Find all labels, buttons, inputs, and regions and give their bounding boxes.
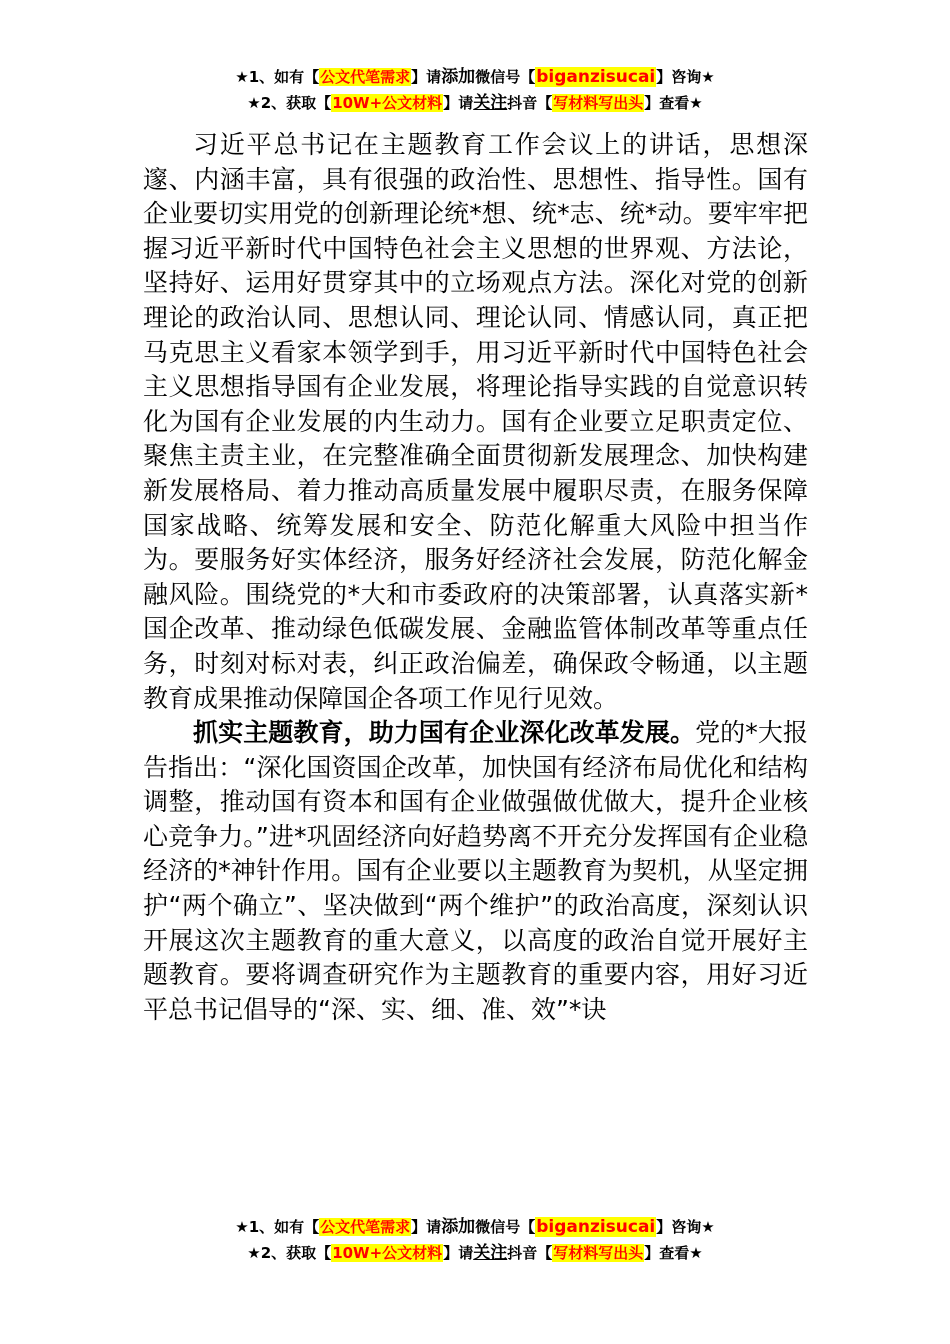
banner-highlight: biganzisucai: [536, 67, 656, 87]
banner-text: 微信号【: [475, 1218, 536, 1236]
banner-highlight: 公文代笔需求: [320, 68, 411, 86]
banner-line-1: [0, 1214, 950, 1240]
banner-text: 】查看★: [644, 94, 703, 112]
footer-banner: [0, 1214, 950, 1266]
banner-highlight: 10W+公文材料: [332, 94, 443, 112]
banner-text: 抖音【: [507, 94, 553, 112]
banner-line-1: [0, 64, 950, 90]
banner-highlight: 写材料写出头: [553, 94, 644, 112]
banner-emphasis: 关注: [473, 93, 508, 113]
paragraph-lead: 抓实主题教育，助力国有企业深化改革发展。: [193, 718, 696, 748]
banner-highlight: 写材料写出头: [553, 1244, 644, 1262]
paragraph-text: 党的*大报告指出：“深化国资国企改革，加快国有经济布局优化和结构调整，推动国有资本和国有企业做强做优做大，提升企业核心竞争力。”进*巩固经济向好趋势离不开充分发挥国有企业稳经济的*神针作用。国有企业要以主题教育为契机，从坚定拥护“两个确立”、坚决做到“两个维护”的政治高度，深刻认识开展这次主题教育的重大意义，以高度的政治自觉开展好主题教育。要将调查研究作为主题教育的重要内容，用好习近平总书记倡导的“深、实、细、准、效”*诀: [143, 718, 808, 1024]
banner-emphasis: 关注: [473, 1243, 508, 1263]
banner-text: 抖音【: [507, 1244, 553, 1262]
banner-emphasis: 添加: [441, 1217, 476, 1237]
banner-line-2: [0, 1240, 950, 1266]
paragraph-1: [143, 128, 808, 716]
banner-highlight: 公文代笔需求: [320, 1218, 411, 1236]
banner-text: 】请: [443, 1244, 474, 1262]
paragraph-2: [143, 716, 808, 1027]
banner-text: 】咨询★: [656, 1218, 715, 1236]
header-banner: [0, 64, 950, 116]
banner-text: ★2、获取【: [247, 94, 332, 112]
banner-text: ★1、如有【: [235, 1218, 320, 1236]
banner-emphasis: 添加: [441, 67, 476, 87]
banner-text: 】咨询★: [656, 68, 715, 86]
banner-highlight: 10W+公文材料: [332, 1244, 443, 1262]
banner-text: ★1、如有【: [235, 68, 320, 86]
banner-text: 】查看★: [644, 1244, 703, 1262]
banner-text: 微信号【: [475, 68, 536, 86]
paragraph-text: 习近平总书记在主题教育工作会议上的讲话，思想深邃、内涵丰富，具有很强的政治性、思想性、指导性。国有企业要切实用党的创新理论统*想、统*志、统*动。要牢牢把握习近平新时代中国特色社会主义思想的世界观、方法论，坚持好、运用好贯穿其中的立场观点方法。深化对党的创新理论的政治认同、思想认同、理论认同、情感认同，真正把马克思主义看家本领学到手，用习近平新时代中国特色社会主义思想指导国有企业发展，将理论指导实践的自觉意识转化为国有企业发展的内生动力。国有企业要立足职责定位、聚焦主责主业，在完整准确全面贯彻新发展理念、加快构建新发展格局、着力推动高质量发展中履职尽责，在服务保障国家战略、统筹发展和安全、防范化解重大风险中担当作为。要服务好实体经济，服务好经济社会发展，防范化解金融风险。围绕党的*大和市委政府的决策部署，认真落实新*国企改革、推动绿色低碳发展、金融监管体制改革等重点任务，时刻对标对表，纠正政治偏差，确保政令畅通，以主题教育成果推动保障国企各项工作见行见效。: [143, 130, 808, 713]
banner-text: 】请: [411, 68, 442, 86]
banner-line-2: [0, 90, 950, 116]
banner-highlight: biganzisucai: [536, 1217, 656, 1237]
banner-text: ★2、获取【: [247, 1244, 332, 1262]
document-body: [143, 128, 808, 1027]
banner-text: 】请: [411, 1218, 442, 1236]
banner-text: 】请: [443, 94, 474, 112]
